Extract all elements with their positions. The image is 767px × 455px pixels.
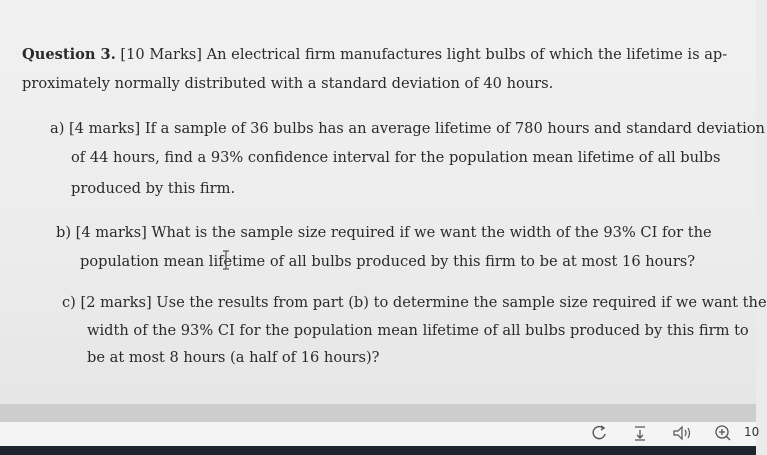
- question-line-2: proximately normally distributed with a standard deviation of 40 hours.: [22, 75, 554, 92]
- part-a-line-3: produced by this firm.: [71, 180, 236, 197]
- clock: 10: [744, 425, 760, 439]
- part-c-line-3: be at most 8 hours (a half of 16 hours)?: [87, 349, 380, 366]
- part-b-line-2: population mean lifetime of all bulbs produced by this firm to be at most 16 hours?: [80, 253, 696, 270]
- question-heading: Question 3.: [22, 46, 116, 63]
- question-line-1: [22, 42, 727, 68]
- download-icon[interactable]: [632, 424, 648, 444]
- refresh-icon[interactable]: [592, 424, 608, 444]
- window-bottom-bar: [0, 446, 756, 455]
- zoom-in-icon[interactable]: [714, 424, 732, 444]
- part-a-line-2: of 44 hours, find a 93% confidence interval for the population mean lifetime of all bulbs: [71, 149, 721, 166]
- part-c-line-1: c) [2 marks] Use the results from part (b) to determine the sample size required if we want the: [62, 294, 767, 311]
- speaker-icon[interactable]: [672, 424, 694, 444]
- part-b-line-1: b) [4 marks] What is the sample size required if we want the width of the 93% CI for the: [56, 224, 712, 241]
- part-a-line-1: a) [4 marks] If a sample of 36 bulbs has an average lifetime of 780 hours and standard deviation: [50, 120, 765, 137]
- part-c-line-2: width of the 93% CI for the population mean lifetime of all bulbs produced by this firm to: [87, 322, 749, 339]
- taskbar-strip: [0, 404, 756, 422]
- question-text: [10 Marks] An electrical firm manufactures light bulbs of which the lifetime is ap-: [115, 46, 728, 63]
- text-cursor-icon: [221, 250, 231, 270]
